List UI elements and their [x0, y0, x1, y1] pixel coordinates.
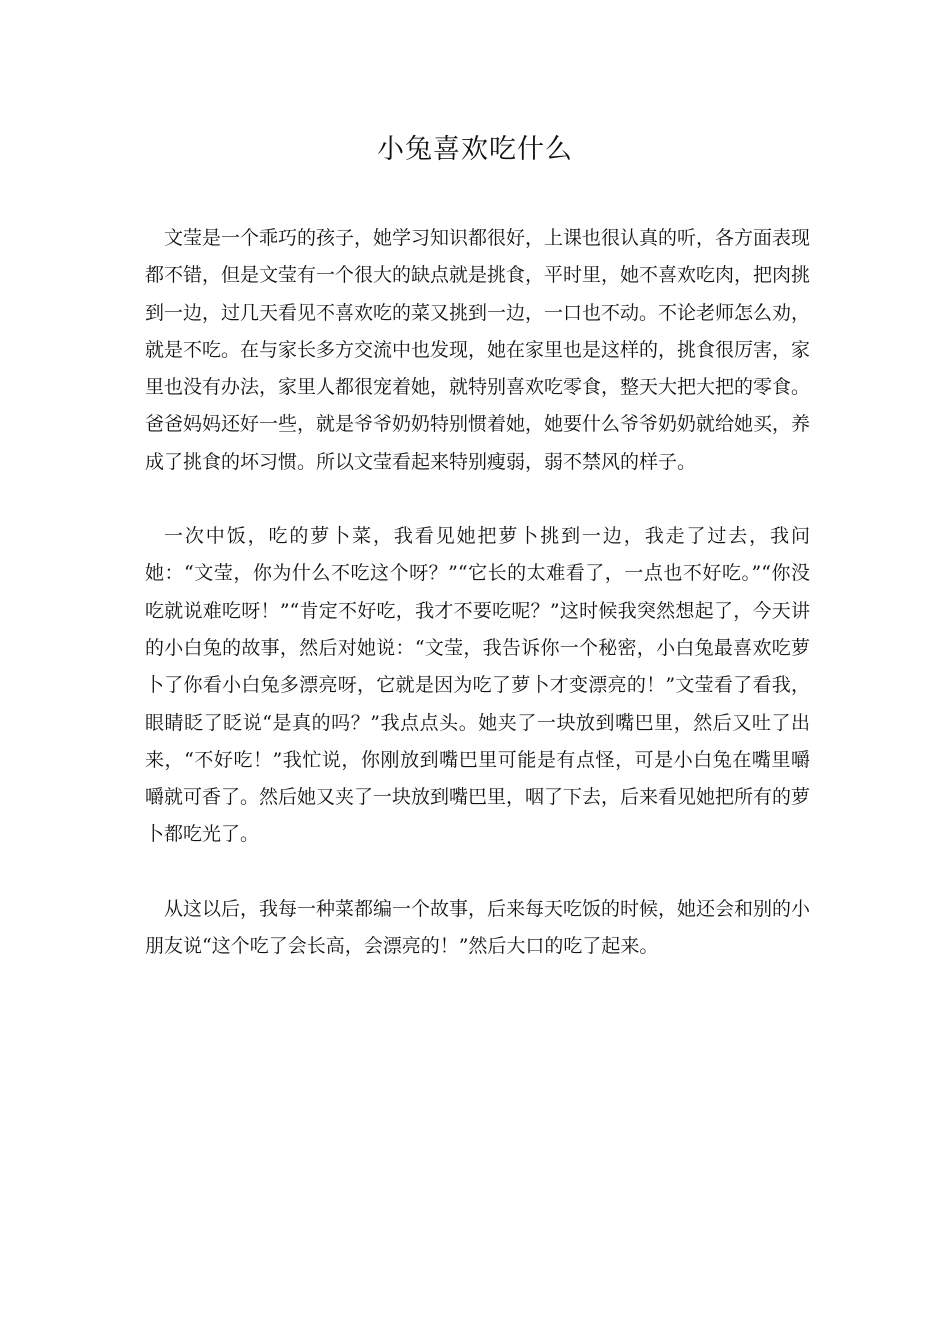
paragraph-1: 文莹是一个乖巧的孩子，她学习知识都很好，上课也很认真的听，各方面表现都不错，但是文莹有一个很大的缺点就是挑食，平时里，她不喜欢吃肉，把肉挑到一边，过几天看见不喜欢吃的菜又挑到一边，一口也不动。不论老师怎么劝，就是不吃。在与家长多方交流中也发现，她在家里也是这样的，挑食很厉害，家里也没有办法，家里人都很宠着她，就特别喜欢吃零食，整天大把大把的零食。爸爸妈妈还好一些，就是爷爷奶奶特别惯着她，她要什么爷爷奶奶就给她买，养成了挑食的坏习惯。所以文莹看起来特别瘦弱，弱不禁风的样子。 — [145, 227, 811, 473]
paragraph-3: 从这以后，我每一种菜都编一个故事，后来每天吃饭的时候，她还会和别的小朋友说“这个吃了会长高，会漂亮的！”然后大口的吃了起来。 — [145, 897, 811, 958]
document-title: 小兔喜欢吃什么 — [377, 134, 573, 165]
document-body — [145, 220, 810, 1002]
paragraph-2: 一次中饭，吃的萝卜菜，我看见她把萝卜挑到一边，我走了过去，我问她：“文莹，你为什么不吃这个呀？”“它长的太难看了，一点也不好吃。”“你没吃就说难吃呀！”“肯定不好吃，我才不要吃呢？”这时候我突然想起了，今天讲的小白兔的故事，然后对她说：“文莹，我告诉你一个秘密，小白兔最喜欢吃萝卜了你看小白兔多漂亮呀，它就是因为吃了萝卜才变漂亮的！”文莹看了看我，眼睛眨了眨说“是真的吗？”我点点头。她夹了一块放到嘴巴里，然后又吐了出来，“不好吃！”我忙说，你刚放到嘴巴里可能是有点怪，可是小白兔在嘴里嚼嚼就可香了。然后她又夹了一块放到嘴巴里，咽了下去，后来看见她把所有的萝卜都吃光了。 — [145, 525, 811, 846]
